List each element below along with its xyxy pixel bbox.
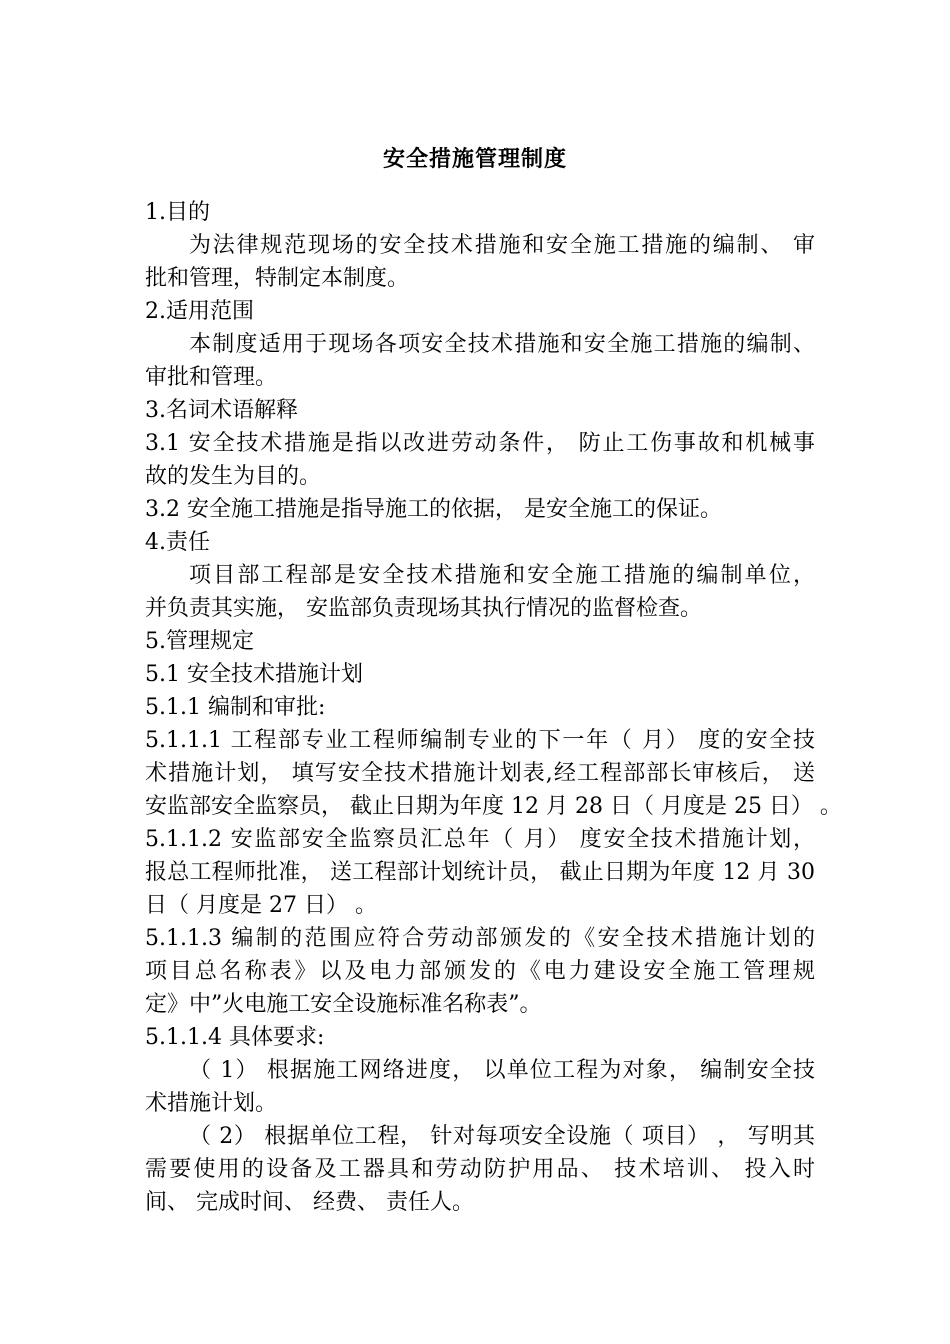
line-text: 为法律规范现场的安全技术措施和安全施工措施的编制、 审 <box>189 233 815 258</box>
text-line <box>145 988 815 1021</box>
line-text: 项目部工程部是安全技术措施和安全施工措施的编制单位， <box>189 563 815 588</box>
text-line <box>145 361 815 394</box>
line-text: 定》中”火电施工安全设施标准名称表”。 <box>145 992 542 1017</box>
line-text: 审批和管理。 <box>145 365 278 390</box>
text-line <box>145 229 815 262</box>
line-text: 术措施计划。 <box>145 1091 278 1116</box>
line-text: 本制度适用于现场各项安全技术措施和安全施工措施的编制、 <box>189 332 815 357</box>
line-text: 批和管理，特制定本制度。 <box>145 266 410 291</box>
text-line <box>145 1021 815 1054</box>
line-text: 项目总名称表》以及电力部颁发的《电力建设安全施工管理规 <box>145 959 815 984</box>
text-line <box>145 757 815 790</box>
line-text: 安监部安全监察员， 截止日期为年度 12 月 28 日（ 月度是 25 日） 。 <box>145 794 842 819</box>
text-line <box>145 295 815 328</box>
text-line <box>145 658 815 691</box>
text-line <box>145 823 815 856</box>
line-text: 需要使用的设备及工器具和劳动防护用品、 技术培训、 投入时 <box>145 1157 815 1182</box>
line-text: 3.名词术语解释 <box>145 398 298 423</box>
text-line <box>145 559 815 592</box>
text-line <box>145 328 815 361</box>
text-line <box>145 592 815 625</box>
text-line <box>145 394 815 427</box>
line-text: 5.1.1.4 具体要求: <box>145 1025 325 1050</box>
text-line <box>145 526 815 559</box>
line-text: 5.管理规定 <box>145 629 254 654</box>
text-line <box>145 427 815 460</box>
text-line <box>145 790 842 823</box>
text-line <box>145 691 815 724</box>
line-text: 间、 完成时间、 经费、 责任人。 <box>145 1190 474 1215</box>
line-text: （ 2） 根据单位工程， 针对每项安全设施（ 项目） ， 写明其 <box>189 1124 815 1149</box>
text-line <box>145 955 815 988</box>
line-text: （ 1） 根据施工网络进度， 以单位工程为对象， 编制安全技 <box>189 1058 815 1083</box>
text-line <box>145 493 815 526</box>
line-text: 5.1.1.3 编制的范围应符合劳动部颁发的《安全技术措施计划的 <box>145 926 815 951</box>
text-line <box>145 1186 815 1219</box>
text-line <box>145 1087 815 1120</box>
text-line <box>145 889 815 922</box>
document-body <box>145 196 842 1219</box>
line-text: 故的发生为目的。 <box>145 464 322 489</box>
text-line <box>145 922 815 955</box>
text-line <box>145 262 815 295</box>
text-line <box>145 1054 815 1087</box>
line-text: 报总工程师批准， 送工程部计划统计员， 截止日期为年度 12 月 30 <box>145 860 815 885</box>
line-text: 并负责其实施， 安监部负责现场其执行情况的监督检查。 <box>145 596 702 621</box>
document-title: 安全措施管理制度 <box>382 147 567 172</box>
line-text: 日（ 月度是 27 日） 。 <box>145 893 377 918</box>
line-text: 术措施计划， 填写安全技术措施计划表,经工程部部长审核后， 送 <box>145 761 815 786</box>
text-line <box>145 460 815 493</box>
text-line <box>145 724 815 757</box>
line-text: 3.1 安全技术措施是指以改进劳动条件， 防止工伤事故和机械事 <box>145 431 815 456</box>
line-text: 2.适用范围 <box>145 299 254 324</box>
text-line <box>145 856 815 889</box>
line-text: 1.目的 <box>145 200 210 225</box>
line-text: 3.2 安全施工措施是指导施工的依据， 是安全施工的保证。 <box>145 497 722 522</box>
line-text: 4.责任 <box>145 530 210 555</box>
line-text: 5.1 安全技术措施计划 <box>145 662 363 687</box>
line-text: 5.1.1 编制和审批: <box>145 695 326 720</box>
text-line <box>145 1120 815 1153</box>
text-line <box>145 625 815 658</box>
line-text: 5.1.1.2 安监部安全监察员汇总年（ 月） 度安全技术措施计划， <box>145 827 815 852</box>
text-line <box>145 1153 815 1186</box>
text-line <box>145 196 815 229</box>
line-text: 5.1.1.1 工程部专业工程师编制专业的下一年（ 月） 度的安全技 <box>145 728 815 753</box>
